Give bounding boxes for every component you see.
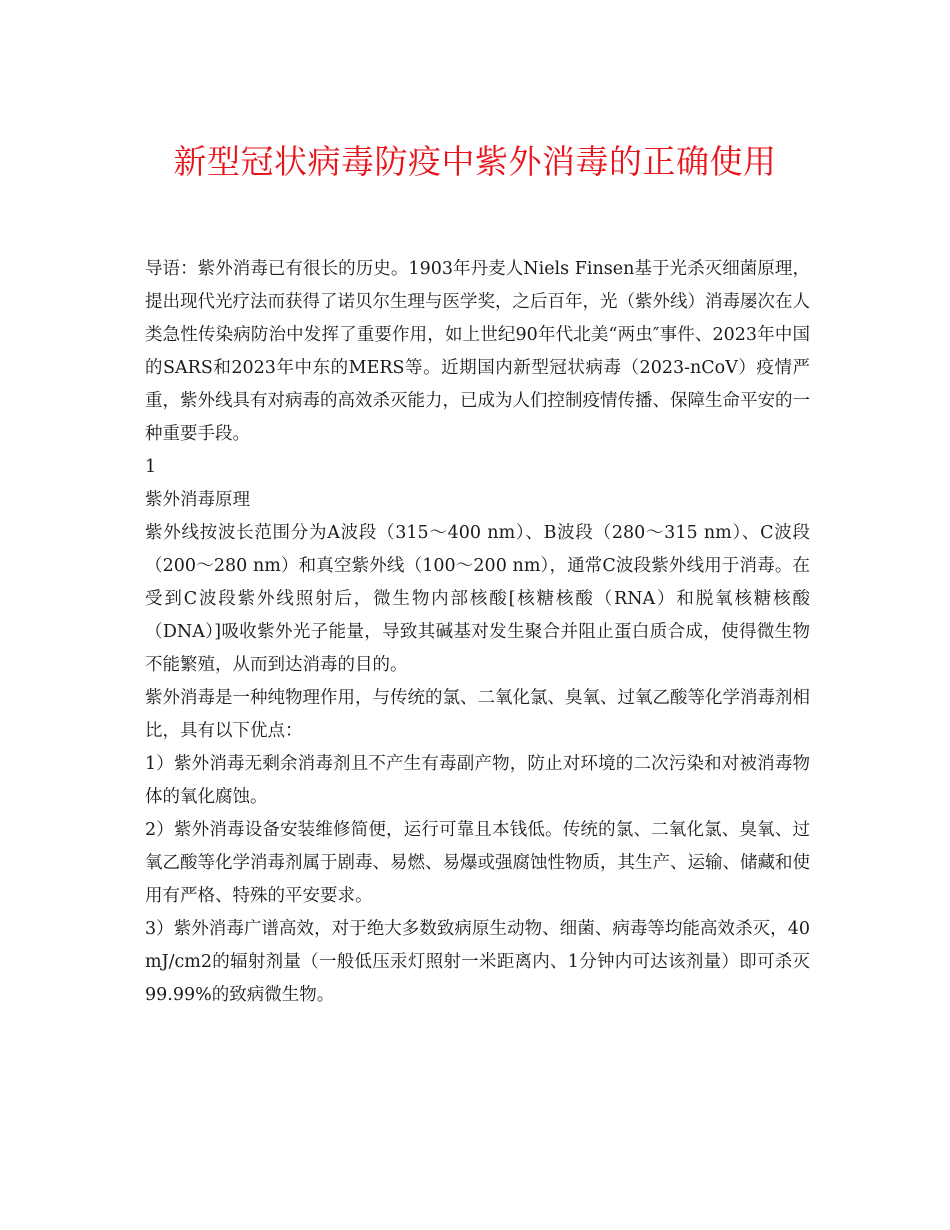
advantage-item-3: 3）紫外消毒广谱高效，对于绝大多数致病原生动物、细菌、病毒等均能高效杀灭，40 mJ/cm2的辐射剂量（一般低压汞灯照射一米距离内、1分钟内可达该剂量）即可杀灭99.99%的致病微生物。: [145, 919, 810, 1005]
advantage-item-1: 1）紫外消毒无剩余消毒剂且不产生有毒副产物，防止对环境的二次污染和对被消毒物体的氧化腐蚀。: [145, 754, 810, 807]
section-number: 1: [145, 457, 157, 477]
principle-paragraph: 紫外线按波长范围分为A波段（315～400 nm）、B波段（280～315 nm）、C波段（200～280 nm）和真空紫外线（100～200 nm），通常C波段紫外线用于消毒。在受到C波段紫外线照射后，微生物内部核酸[核糖核酸（RNA）和脱氧核糖核酸（DNA）]吸收紫外光子能量，导致其碱基对发生聚合并阻止蛋白质合成，使得微生物不能繁殖，从而到达消毒的目的。: [145, 523, 810, 675]
section-heading: 紫外消毒原理: [145, 490, 250, 510]
intro-paragraph: 导语：紫外消毒已有很长的历史。1903年丹麦人Niels Finsen基于光杀灭细菌原理，提出现代光疗法而获得了诺贝尔生理与医学奖，之后百年，光（紫外线）消毒屡次在人类急性传染病防治中发挥了重要作用，如上世纪90年代北美“两虫″事件、2023年中国的SARS和2023年中东的MERS等。近期国内新型冠状病毒（2023-nCoV）疫情严重，紫外线具有对病毒的高效杀灭能力，已成为人们控制疫情传播、保障生命平安的一种重要手段。: [145, 259, 810, 444]
document-title: 新型冠状病毒防疫中紫外消毒的正确使用: [173, 142, 777, 181]
advantage-item-2: 2）紫外消毒设备安装维修简便，运行可靠且本钱低。传统的氯、二氧化氯、臭氧、过氧乙酸等化学消毒剂属于剧毒、易燃、易爆或强腐蚀性物质，其生产、运输、储藏和使用有严格、特殊的平安要求。: [145, 820, 810, 906]
comparison-paragraph: 紫外消毒是一种纯物理作用，与传统的氯、二氧化氯、臭氧、过氧乙酸等化学消毒剂相比，具有以下优点：: [145, 688, 810, 741]
document-body: [145, 253, 810, 1012]
